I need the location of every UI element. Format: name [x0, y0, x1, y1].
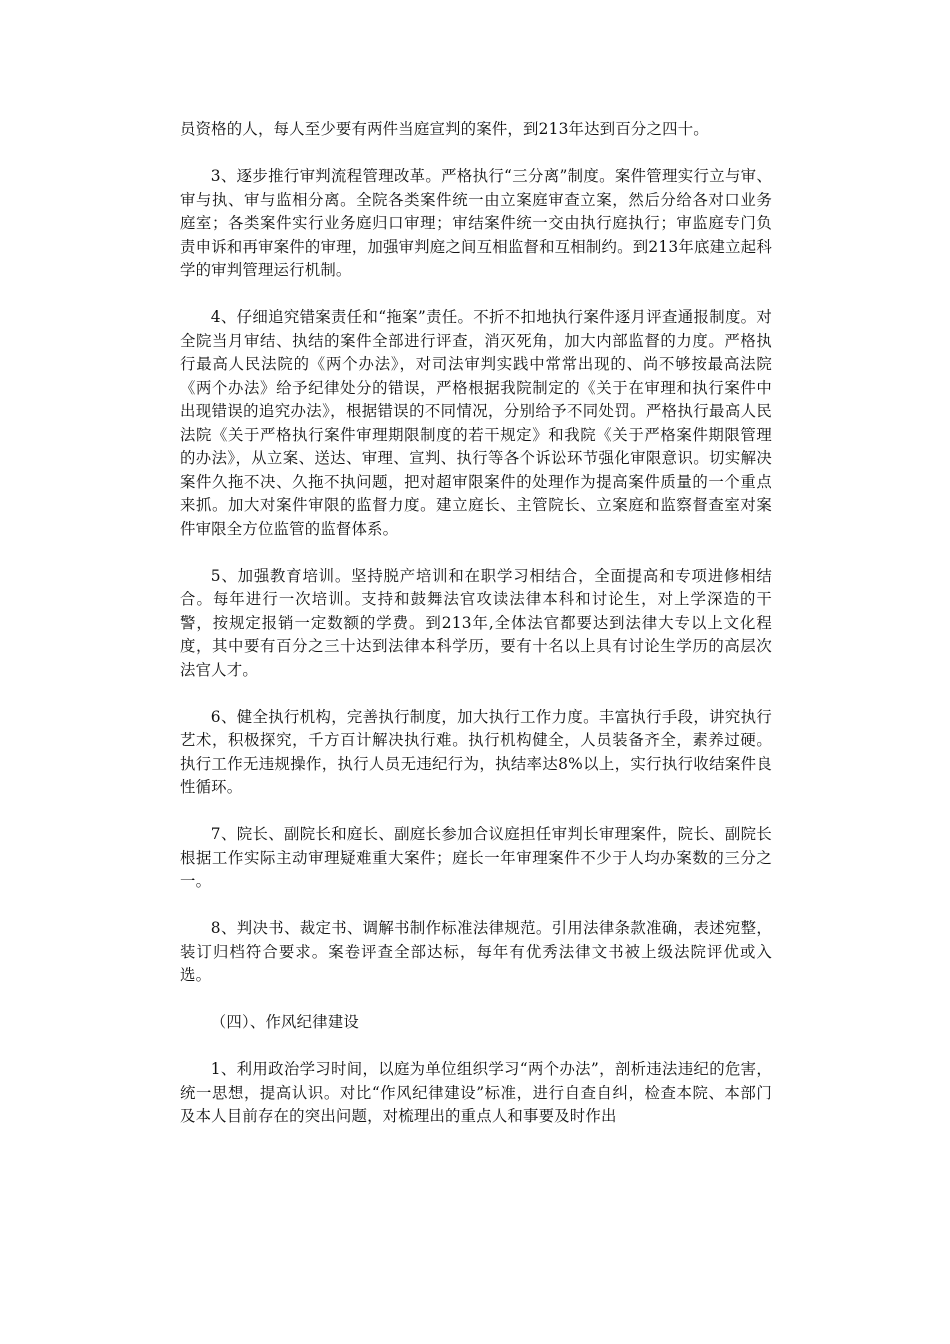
section-heading: （四）、作风纪律建设 [210, 1013, 360, 1031]
paragraph-item-5: 5、加强教育培训。坚持脱产培训和在职学习相结合，全面提高和专项进修相结合。每年进行一次培训。支持和鼓舞法官攻读法律本科和讨论生，对上学深造的干警，按规定报销一定数额的学费。到213年,全体法官都要达到法律大专以上文化程度，其中要有百分之三十达到法律本科学历，要有十名以上具有讨论生学历的高层次法官人才。 [180, 566, 772, 679]
paragraph-item-7: 7、院长、副院长和庭长、副庭长参加合议庭担任审判长审理案件，院长、副院长根据工作实际主动审理疑难重大案件；庭长一年审理案件不少于人均办案数的三分之一。 [180, 825, 772, 890]
paragraph-item-8: 8、判决书、裁定书、调解书制作标准法律规范。引用法律条款准确，表述宛整，装订归档符合要求。案卷评查全部达标，每年有优秀法律文书被上级法院评优或入选。 [180, 919, 772, 984]
document-body [180, 118, 772, 1152]
paragraph-continuation: 员资格的人，每人至少要有两件当庭宣判的案件，到213年达到百分之四十。 [180, 120, 709, 138]
paragraph-item-1: 1、利用政治学习时间，以庭为单位组织学习“两个办法”，剖析违法违纪的危害，统一思想，提高认识。对比“作风纪律建设”标准，进行自查自纠，检查本院、本部门及本人目前存在的突出问题，对梳理出的重点人和事要及时作出 [180, 1060, 772, 1125]
paragraph-item-4: 4、仔细追究错案责任和“拖案”责任。不折不扣地执行案件逐月评查通报制度。对全院当月审结、执结的案件全部进行评查，消灭死角，加大内部监督的力度。严格执行最高人民法院的《两个办法》，对司法审判实践中常常出现的、尚不够按最高法院《两个办法》给予纪律处分的错误，严格根据我院制定的《关于在审理和执行案件中出现错误的追究办法》，根据错误的不同情况，分别给予不同处罚。严格执行最高人民法院《关于严格执行案件审理期限制度的若干规定》和我院《关于严格案件期限管理的办法》，从立案、送达、审理、宣判、执行等各个诉讼环节强化审限意识。切实解决案件久拖不决、久拖不执问题，把对超审限案件的处理作为提高案件质量的一个重点来抓。加大对案件审限的监督力度。建立庭长、主管院长、立案庭和监察督查室对案件审限全方位监管的监督体系。 [180, 308, 772, 538]
paragraph-item-6: 6、健全执行机构，完善执行制度，加大执行工作力度。丰富执行手段，讲究执行艺术，积极探究，千方百计解决执行难。执行机构健全，人员装备齐全，素养过硬。执行工作无违规操作，执行人员无违纪行为，执结率达8%以上，实行执行收结案件良性循环。 [180, 707, 772, 796]
paragraph-item-3: 3、逐步推行审判流程管理改革。严格执行“三分离”制度。案件管理实行立与审、审与执、审与监相分离。全院各类案件统一由立案庭审查立案，然后分给各对口业务庭室；各类案件实行业务庭归口审理；审结案件统一交由执行庭执行；审监庭专门负责申诉和再审案件的审理，加强审判庭之间互相监督和互相制约。到213年底建立起科学的审判管理运行机制。 [180, 167, 772, 279]
